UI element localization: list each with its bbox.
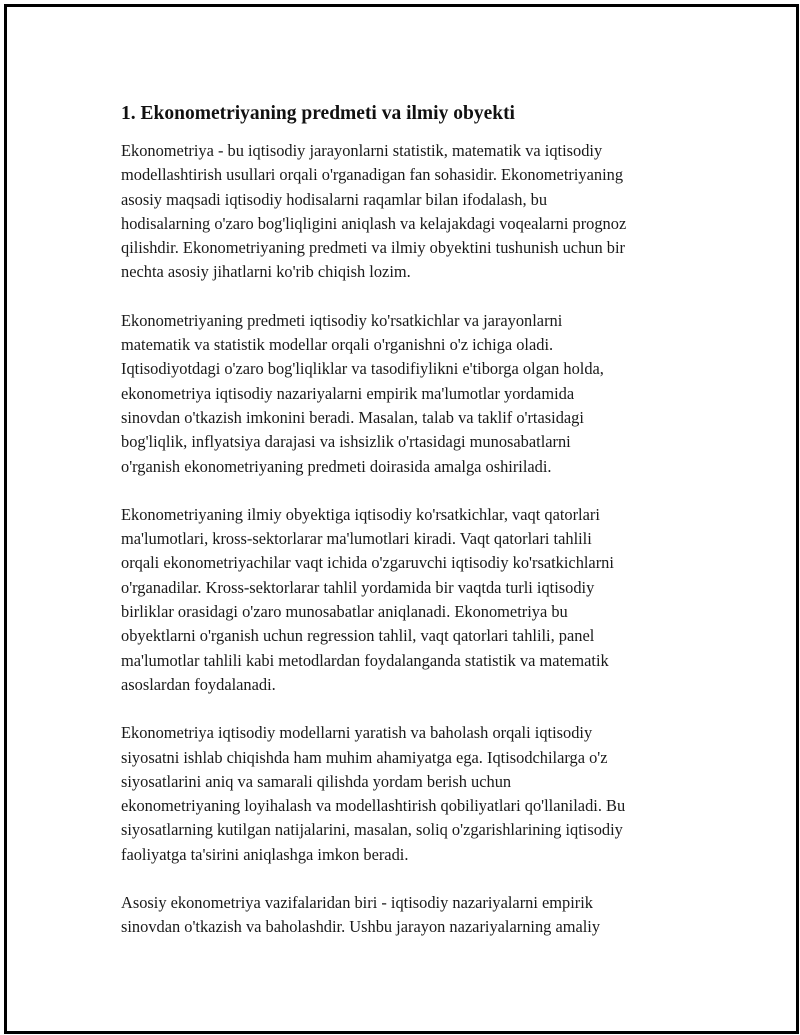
text-line: Ekonometriya - bu iqtisodiy jarayonlarni statistik, matematik va iqtisodiy	[121, 141, 603, 160]
section-title: 1. Ekonometriyaning predmeti va ilmiy obyekti	[121, 103, 515, 124]
text-line: birliklar orasidagi o'zaro munosabatlar aniqlanadi. Ekonometriya bu	[121, 602, 568, 622]
text-line: hodisalarning o'zaro bog'liqligini aniqlash va kelajakdagi voqealarni prognoz	[121, 213, 627, 233]
text-line: qilishdir. Ekonometriyaning predmeti va ilmiy obyektini tushunish uchun bir	[121, 238, 625, 258]
paragraph-1	[121, 139, 701, 285]
paragraph-4	[121, 721, 701, 867]
text-line: orqali ekonometriyachilar vaqt ichida o'zgaruvchi iqtisodiy ko'rsatkichlarni	[121, 553, 614, 573]
text-line: o'rganish ekonometriyaning predmeti doirasida amalga oshiriladi.	[121, 456, 552, 476]
text-line: ma'lumotlari, kross-sektorlarar ma'lumotlari kiradi. Vaqt qatorlari tahlili	[121, 529, 592, 549]
text-line: ma'lumotlar tahlili kabi metodlardan foydalanganda statistik va matematik	[121, 650, 609, 670]
text-line: sinovdan o'tkazish imkonini beradi. Masalan, talab va taklif o'rtasidagi	[121, 407, 584, 427]
text-line: siyosatlarini aniq va samarali qilishda yordam berish uchun	[121, 771, 512, 791]
text-line: nechta asosiy jihatlarni ko'rib chiqish lozim.	[121, 262, 411, 282]
text-line: o'rganadilar. Kross-sektorlarar tahlil yordamida bir vaqtda turli iqtisodiy	[121, 577, 595, 597]
paragraph-3	[121, 503, 701, 697]
text-line: Asosiy ekonometriya vazifalaridan biri - iqtisodiy nazariyalarni empirik	[121, 893, 593, 913]
text-line: bog'liqlik, inflyatsiya darajasi va ishsizlik o'rtasidagi munosabatlarni	[121, 432, 571, 452]
paragraph-5	[121, 891, 701, 940]
text-line: sinovdan o'tkazish va baholashdir. Ushbu jarayon nazariyalarning amaliy	[121, 917, 601, 937]
text-line: obyektlarni o'rganish uchun regression tahlil, vaqt qatorlari tahlili, panel	[121, 626, 595, 646]
text-line: ekonometriya iqtisodiy nazariyalarni empirik ma'lumotlar yordamida	[121, 383, 575, 403]
text-line: matematik va statistik modellar orqali o'rganishni o'z ichiga oladi.	[121, 335, 554, 355]
page-frame	[4, 4, 799, 1034]
document-body	[121, 101, 701, 964]
text-line: modellashtirish usullari orqali o'rganadigan fan sohasidir. Ekonometriyaning	[121, 165, 624, 185]
text-line: Ekonometriya iqtisodiy modellarni yaratish va baholash orqali iqtisodiy	[121, 723, 593, 743]
text-line: siyosatni ishlab chiqishda ham muhim ahamiyatga ega. Iqtisodchilarga o'z	[121, 747, 608, 767]
text-line: asoslardan foydalanadi.	[121, 674, 276, 694]
text-line: asosiy maqsadi iqtisodiy hodisalarni raqamlar bilan ifodalash, bu	[121, 189, 548, 209]
text-line: Iqtisodiyotdagi o'zaro bog'liqliklar va tasodifiylikni e'tiborga olgan holda,	[121, 359, 604, 379]
text-line: Ekonometriyaning predmeti iqtisodiy ko'rsatkichlar va jarayonlarni	[121, 310, 563, 330]
text-line: ekonometriyaning loyihalash va modellashtirish qobiliyatlari qo'llaniladi. Bu	[121, 796, 626, 816]
text-line: siyosatlarning kutilgan natijalarini, masalan, soliq o'zgarishlarining iqtisodiy	[121, 820, 623, 840]
text-line: faoliyatga ta'sirini aniqlashga imkon beradi.	[121, 844, 409, 864]
paragraph-2	[121, 309, 701, 479]
text-line: Ekonometriyaning ilmiy obyektiga iqtisodiy ko'rsatkichlar, vaqt qatorlari	[121, 504, 600, 524]
